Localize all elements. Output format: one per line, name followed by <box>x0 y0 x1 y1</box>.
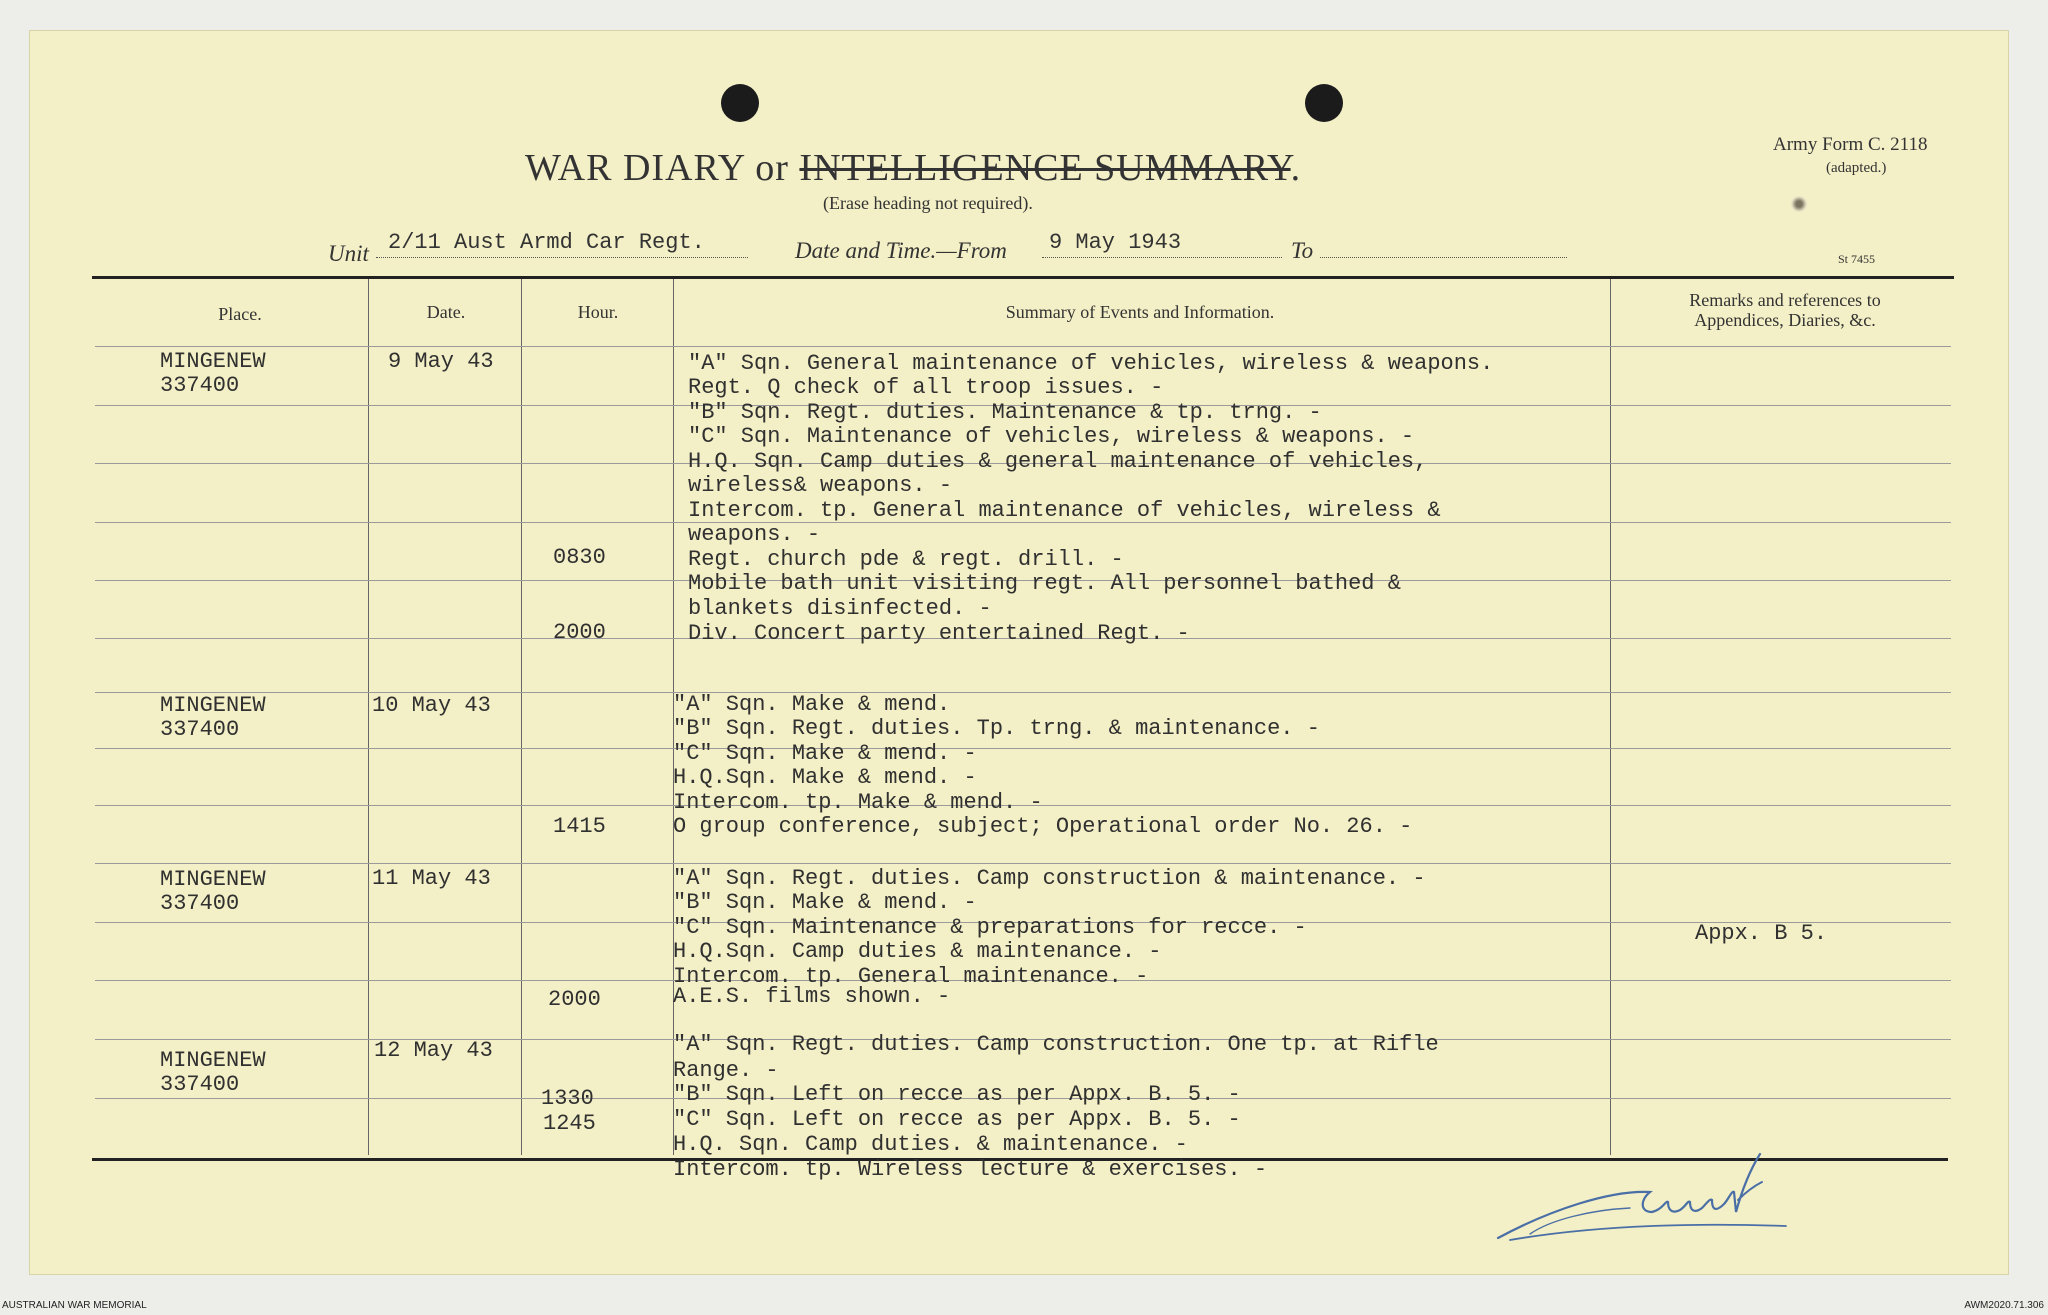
entry-place: MINGENEW <box>160 1048 266 1073</box>
unit-label: Unit <box>328 241 369 266</box>
table-top-rule <box>92 276 1954 279</box>
entry-hour: 1330 <box>541 1086 594 1111</box>
summary-line: wireless& weapons. - <box>688 473 953 498</box>
ruled-line <box>95 346 1951 347</box>
army-form-number: Army Form C. 2118 <box>1773 134 1928 155</box>
header-summary: Summary of Events and Information. <box>1005 302 1275 322</box>
summary-line: H.Q. Sqn. Camp duties & general maintenance of vehicles, <box>688 449 1428 474</box>
footer-archive-name: AUSTRALIAN WAR MEMORIAL <box>2 1300 147 1311</box>
struck-heading: INTELLIGENCE SUMMARY <box>799 147 1291 189</box>
summary-line: "C" Sqn. Maintenance of vehicles, wireless & weapons. - <box>688 424 1415 449</box>
entry-date: 10 May 43 <box>372 693 491 718</box>
summary-line: "B" Sqn. Regt. duties. Tp. trng. & maintenance. - <box>673 716 1320 741</box>
entry-hour: 2000 <box>553 620 606 645</box>
col-divider-place <box>368 279 369 1155</box>
summary-line: "C" Sqn. Make & mend. - <box>673 741 977 766</box>
summary-line: Div. Concert party entertained Regt. - <box>688 621 1190 646</box>
signature <box>1490 1130 1790 1250</box>
ruled-line <box>95 748 1951 749</box>
summary-line: "A" Sqn. Make & mend. <box>673 692 951 717</box>
header-remarks: Remarks and references to Appendices, Diaries, &c. <box>1689 290 1881 330</box>
summary-line: Intercom. tp. Make & mend. - <box>673 790 1043 815</box>
summary-line: Intercom. tp. General maintenance of vehicles, wireless & <box>688 498 1441 523</box>
summary-line: Regt. church pde & regt. drill. - <box>688 547 1124 572</box>
to-dotted-line <box>1320 257 1567 258</box>
summary-line: blankets disinfected. - <box>688 596 992 621</box>
summary-line: H.Q.Sqn. Make & mend. - <box>673 765 977 790</box>
header-date: Date. <box>426 302 466 322</box>
paper-blemish <box>1790 196 1808 212</box>
header-hour: Hour. <box>577 302 619 322</box>
summary-line: "A" Sqn. Regt. duties. Camp construction. One tp. at Rifle <box>673 1032 1439 1057</box>
summary-line: Intercom. tp. Wireless lecture & exercises. - <box>673 1157 1268 1182</box>
summary-line: Intercom. tp. General maintenance. - <box>673 964 1149 989</box>
punch-hole-right <box>1305 84 1343 122</box>
summary-line: Mobile bath unit visiting regt. All personnel bathed & <box>688 571 1401 596</box>
summary-line: A.E.S. films shown. - <box>673 984 951 1009</box>
entry-date: 12 May 43 <box>374 1038 493 1063</box>
footer-catalog-id: AWM2020.71.306 <box>1964 1300 2044 1311</box>
summary-line: Range. - <box>673 1058 779 1083</box>
entry-place-ref: 337400 <box>160 1072 240 1097</box>
entry-place: MINGENEW <box>160 349 266 374</box>
summary-line: "B" Sqn. Regt. duties. Maintenance & tp. trng. - <box>688 400 1322 425</box>
entry-hour: 1245 <box>543 1111 596 1136</box>
entry-hour: 1415 <box>553 814 606 839</box>
entry-place-ref: 337400 <box>160 373 240 398</box>
entry-place: MINGENEW <box>160 693 266 718</box>
entry-date: 11 May 43 <box>372 866 491 891</box>
unit-dotted-line <box>376 257 748 258</box>
summary-line: "A" Sqn. Regt. duties. Camp construction & maintenance. - <box>673 866 1426 891</box>
summary-line: "C" Sqn. Maintenance & preparations for recce. - <box>673 915 1307 940</box>
stock-number: St 7455 <box>1838 252 1876 266</box>
erase-note: (Erase heading not required). <box>823 193 1033 213</box>
page-title: WAR DIARY or INTELLIGENCE SUMMARY. <box>525 147 1302 189</box>
entry-hour: 2000 <box>548 987 601 1012</box>
summary-line: "C" Sqn. Left on recce as per Appx. B. 5. - <box>673 1107 1241 1132</box>
entry-date: 9 May 43 <box>388 349 494 374</box>
col-divider-date <box>521 279 522 1155</box>
summary-line: weapons. - <box>688 522 821 547</box>
summary-line: "A" Sqn. General maintenance of vehicles, wireless & weapons. <box>688 351 1494 376</box>
entry-place-ref: 337400 <box>160 717 240 742</box>
remark-appendix-ref: Appx. B 5. <box>1695 921 1828 946</box>
summary-line: H.Q.Sqn. Camp duties & maintenance. - <box>673 939 1162 964</box>
date-value: 9 May 1943 <box>1049 230 1182 255</box>
summary-line: "B" Sqn. Left on recce as per Appx. B. 5. - <box>673 1082 1241 1107</box>
date-dotted-line <box>1042 257 1282 258</box>
entry-place-ref: 337400 <box>160 891 240 916</box>
army-form-adapted: (adapted.) <box>1826 160 1887 176</box>
summary-line: H.Q. Sqn. Camp duties. & maintenance. - <box>673 1132 1188 1157</box>
ruled-line <box>95 863 1951 864</box>
entry-hour: 0830 <box>553 545 606 570</box>
to-label: To <box>1291 238 1314 263</box>
entry-place: MINGENEW <box>160 867 266 892</box>
summary-line: Regt. Q check of all troop issues. - <box>688 375 1164 400</box>
summary-line: O group conference, subject; Operational order No. 26. - <box>673 814 1413 839</box>
col-divider-summary <box>1610 279 1611 1155</box>
date-label: Date and Time.—From <box>795 238 1007 263</box>
punch-hole-left <box>721 84 759 122</box>
unit-value: 2/11 Aust Armd Car Regt. <box>388 230 705 255</box>
header-place: Place. <box>218 304 262 324</box>
summary-line: "B" Sqn. Make & mend. - <box>673 890 977 915</box>
